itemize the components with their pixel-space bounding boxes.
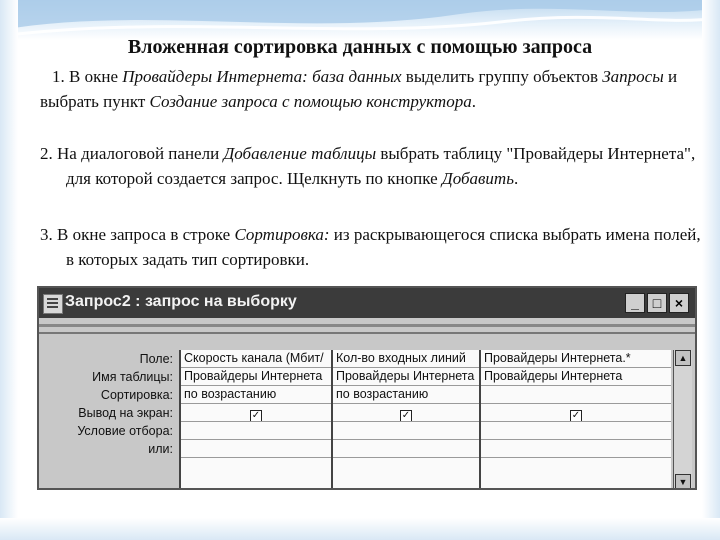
slide-title: Вложенная сортировка данных с помощью запроса bbox=[127, 36, 593, 58]
show-checkbox[interactable]: ✓ bbox=[251, 410, 261, 421]
sort-cell[interactable] bbox=[481, 386, 671, 404]
show-cell bbox=[181, 404, 331, 422]
table-cell[interactable]: Провайдеры Интернета bbox=[181, 368, 331, 386]
field-cell[interactable]: Скорость канала (Мбит/ bbox=[181, 350, 331, 368]
vertical-scrollbar[interactable] bbox=[673, 350, 692, 490]
wave-decoration-icon bbox=[0, 0, 720, 40]
grid-column-3 bbox=[479, 350, 671, 490]
query-window bbox=[37, 286, 697, 490]
window-title: Запрос2 : запрос на выборку bbox=[65, 293, 297, 310]
show-cell bbox=[333, 404, 479, 422]
field-cell[interactable]: Кол-во входных линий bbox=[333, 350, 479, 368]
or-cell[interactable] bbox=[333, 440, 479, 458]
show-checkbox[interactable]: ✓ bbox=[401, 410, 411, 421]
criteria-cell[interactable] bbox=[481, 422, 671, 440]
criteria-cell[interactable] bbox=[181, 422, 331, 440]
row-label-field: Поле: bbox=[139, 352, 173, 366]
criteria-cell[interactable] bbox=[333, 422, 479, 440]
query-icon bbox=[43, 294, 63, 314]
maximize-button[interactable]: □ bbox=[647, 293, 667, 313]
row-label-show: Вывод на экран: bbox=[78, 406, 173, 420]
sort-cell[interactable]: по возрастанию bbox=[181, 386, 331, 404]
field-cell[interactable]: Провайдеры Интернета.* bbox=[481, 350, 671, 368]
row-label-sort: Сортировка: bbox=[100, 388, 173, 402]
or-cell[interactable] bbox=[181, 440, 331, 458]
grid-column-2 bbox=[331, 350, 479, 490]
sort-cell[interactable]: по возрастанию bbox=[333, 386, 479, 404]
table-cell[interactable]: Провайдеры Интернета bbox=[333, 368, 479, 386]
pane-divider bbox=[39, 332, 695, 334]
window-titlebar[interactable] bbox=[39, 288, 695, 318]
row-label-or: или: bbox=[148, 442, 173, 456]
slide-left-border bbox=[0, 0, 18, 540]
show-checkbox[interactable]: ✓ bbox=[571, 410, 581, 421]
row-label-table: Имя таблицы: bbox=[92, 370, 173, 384]
minimize-button[interactable]: _ bbox=[625, 293, 645, 313]
row-labels bbox=[43, 350, 175, 458]
row-label-criteria: Условие отбора: bbox=[77, 424, 173, 438]
scroll-up-icon[interactable]: ▲ bbox=[675, 350, 691, 366]
show-cell bbox=[481, 404, 671, 422]
instruction-step-1: 1. В окне Провайдеры Интернета: база данных выделить группу объектов Запросы и выбрать пункт Создание запроса с помощью конструктора. bbox=[40, 67, 678, 111]
table-cell[interactable]: Провайдеры Интернета bbox=[481, 368, 671, 386]
slide-bottom-border bbox=[0, 518, 720, 540]
slide-top-decoration bbox=[0, 0, 720, 40]
instruction-step-3: 3. В окне запроса в строке Сортировка: из раскрывающегося списка выбрать имена полей, в которых задать тип сортировки. bbox=[40, 225, 701, 269]
instruction-step-2: 2. На диалоговой панели Добавление таблицы выбрать таблицу "Провайдеры Интернета", для которой создается запрос. Щелкнуть по кнопке Добавить. bbox=[40, 144, 696, 188]
pane-splitter[interactable] bbox=[39, 324, 695, 327]
scroll-down-icon[interactable]: ▼ bbox=[675, 474, 691, 490]
or-cell[interactable] bbox=[481, 440, 671, 458]
grid-column-1 bbox=[179, 350, 331, 490]
close-button[interactable]: × bbox=[669, 293, 689, 313]
